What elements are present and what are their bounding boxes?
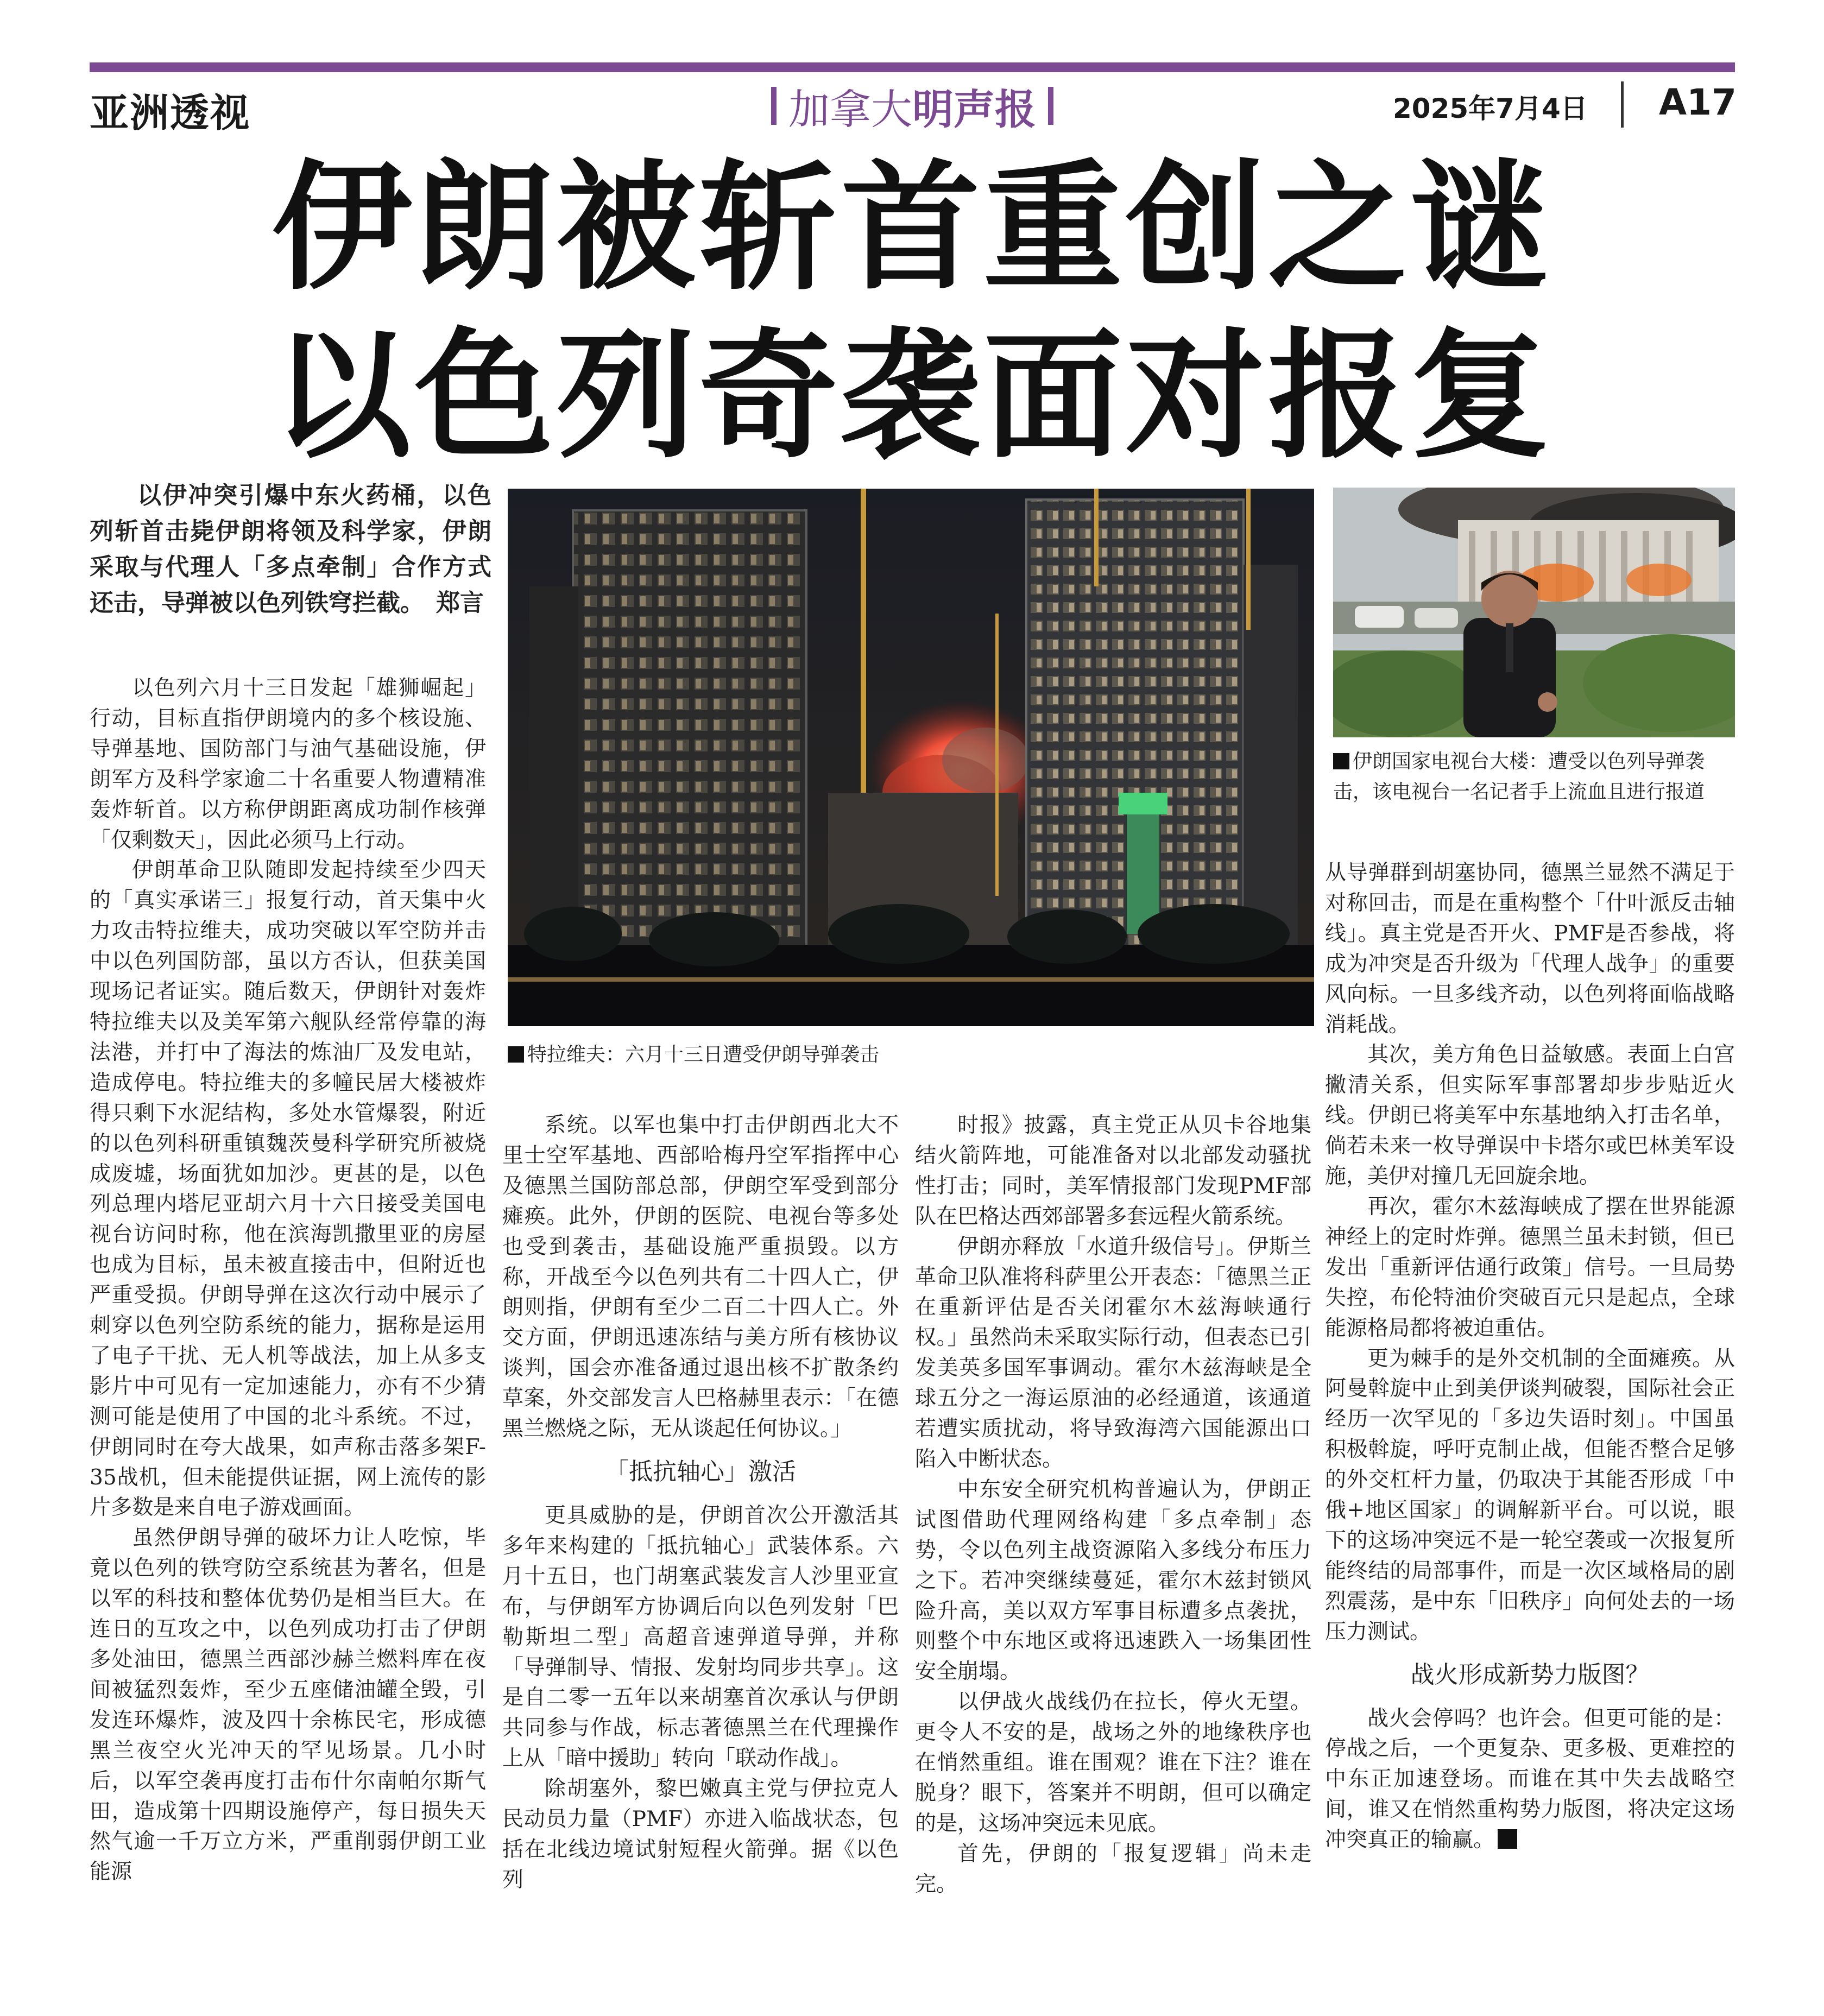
paragraph: 时报》披露，真主党正从贝卡谷地集结火箭阵地，可能准备对以北部发动骚扰性打击；同时，美军情报部门发现PMF部队在巴格达西郊部署多套远程火箭系统。: [915, 1113, 1311, 1229]
iran-tv-building-image: [1333, 488, 1735, 737]
photo-caption-1-text: 特拉维夫：六月十三日遭受伊朗导弹袭击: [527, 1044, 880, 1066]
header-divider: [1621, 81, 1624, 128]
article-column-2: [502, 1110, 899, 1895]
section-name: 亚洲透视: [90, 90, 251, 136]
paragraph: 再次，霍尔木兹海峡成了摆在世界能源神经上的定时炸弹。德黑兰虽未封锁，但已发出「重新评估通行政策」信号。一旦局势失控，布伦特油价突破百元只是起点，全球能源格局都将被迫重估。: [1325, 1194, 1735, 1341]
article-column-1: [90, 673, 486, 1887]
paragraph: 中东安全研究机构普遍认为，伊朗正试图借助代理网络构建「多点牵制」态势，令以色列主战资源陷入多线分布压力之下。若冲突继续蔓延，霍尔木兹封锁风险升高，美以双方军事目标遭多点袭扰，则整个中东地区或将迅速跌入一场集团性安全崩塌。: [915, 1477, 1311, 1684]
paragraph: 更具威胁的是，伊朗首次公开激活其多年来构建的「抵抗轴心」武装体系。六月十五日，也门胡塞武装发言人沙里亚宣布，与伊朗军方协调后向以色列发射「巴勒斯坦二型」高超音速弹道导弹，并称「导弹制导、情报、发射均同步共享」。这是自二零一五年以来胡塞首次承认与伊朗共同参与作战，标志著德黑兰在代理操作上从「暗中援助」转向「联动作战」。: [502, 1503, 899, 1771]
paragraph: 伊朗亦释放「水道升级信号」。伊斯兰革命卫队准将科萨里公开表态：「德黑兰正在重新评估是否关闭霍尔木兹海峡通行权。」虽然尚未采取实际行动，但表态已引发美英多国军事调动。霍尔木兹海峡是全球五分之一海运原油的必经通道，该通道若遭实质扰动，将导致海湾六国能源出口陷入中断状态。: [915, 1234, 1311, 1471]
paragraph: 更为棘手的是外交机制的全面瘫痪。从阿曼斡旋中止到美伊谈判破裂，国际社会正经历一次罕见的「多边失语时刻」。中国虽积极斡旋，呼吁克制止战，但能否整合足够的外交杠杆力量，仍取决于其能否形成「中俄+地区国家」的调解新平台。可以说，眼下的这场冲突远不是一轮空袭或一次报复所能终结的局部事件，而是一次区域格局的剧烈震荡，是中东「旧秩序」向何处去的一场压力测试。: [1325, 1346, 1735, 1644]
brand-bar-left: [771, 87, 777, 125]
photo-caption-2-text: 伊朗国家电视台大楼：遭受以色列导弹袭击，该电视台一名记者手上流血且进行报道: [1333, 750, 1705, 803]
paragraph: 首先，伊朗的「报复逻辑」尚未走完。: [915, 1841, 1311, 1897]
paragraph: 虽然伊朗导弹的破坏力让人吃惊，毕竟以色列的铁穹防空系统甚为著名，但是以军的科技和整体优势仍是相当巨大。在连日的互攻之中，以色列成功打击了伊朗多处油田，德黑兰西部沙赫兰燃料库在夜间被猛烈轰炸，至少五座储油罐全毁，引发连环爆炸，波及四十余栋民宅，形成德黑兰夜空火光冲天的罕见场景。几小时后，以军空袭再度打击布什尔南帕尔斯气田，造成第十四期设施停产，每日损失天然气逾一千万立方米，严重削弱伊朗工业能源: [90, 1526, 486, 1885]
page-number: A17: [1659, 81, 1737, 123]
brand-name: 明声报: [912, 85, 1036, 134]
newspaper-brand: [744, 79, 1081, 133]
photo-caption-2: [1333, 747, 1735, 807]
headline-line-1: 伊朗被斩首重创之谜: [272, 147, 1552, 309]
paragraph: [1325, 1704, 1735, 1856]
masthead-rule: [90, 62, 1735, 72]
brand-prefix: 加拿大: [788, 85, 912, 134]
photo-caption-1: [508, 1040, 1314, 1070]
paragraph: 其次，美方角色日益敏感。表面上白宫撇清关系，但实际军事部署却步步贴近火线。伊朗已将美军中东基地纳入打击名单，倘若未来一枚导弹误中卡塔尔或巴林美军设施，美伊对撞几无回旋余地。: [1325, 1042, 1735, 1189]
paragraph-text: 战火会停吗？也许会。但更可能的是：停战之后，一个更复杂、更多极、更难控的中东正加速登场。而谁在其中失去战略空间，谁又在悄然重构势力版图，将决定这场冲突真正的输赢。: [1325, 1706, 1735, 1853]
subheading-new-power-map: 战火形成新势力版图？: [1410, 1660, 1650, 1689]
iran-tv-building-photo: [1333, 488, 1735, 737]
article-column-4: [1325, 858, 1735, 1855]
article-column-3: [915, 1110, 1311, 1900]
square-bullet-icon: [508, 1046, 524, 1063]
subheading-resistance-axis: 「抵抗轴心」激活: [605, 1457, 796, 1486]
end-mark-icon: [1498, 1829, 1517, 1849]
paragraph: 从导弹群到胡塞协同，德黑兰显然不满足于对称回击，而是在重构整个「什叶派反击轴线」。真主党是否开火、PMF是否参战，将成为冲突是否升级为「代理人战争」的重要风向标。一旦多线齐动，以色列将面临战略消耗战。: [1325, 861, 1735, 1037]
paragraph: 除胡塞外，黎巴嫩真主党与伊拉克人民动员力量（PMF）亦进入临战状态，包括在北线边境试射短程火箭弹。据《以色列: [502, 1777, 899, 1892]
paragraph: 系统。以军也集中打击伊朗西北大不里士空军基地、西部哈梅丹空军指挥中心及德黑兰国防部总部，伊朗空军受到部分瘫痪。此外，伊朗的医院、电视台等多处也受到袭击，基础设施严重损毁。以方称，开战至今以色列共有二十四人亡，伊朗则指，伊朗有至少二百二十四人亡。外交方面，伊朗迅速冻结与美方所有核协议谈判，国会亦准备通过退出核不扩散条约草案，外交部发言人巴格赫里表示：「在德黑兰燃烧之际，无从谈起任何协议。」: [502, 1113, 899, 1442]
paragraph: 伊朗革命卫队随即发起持续至少四天的「真实承诺三」报复行动，首天集中火力攻击特拉维夫，成功突破以军空防并击中以色列国防部，虽以方否认，但获美国现场记者证实。随后数天，伊朗针对轰炸特拉维夫以及美军第六舰队经常停靠的海法港，并打中了海法的炼油厂及发电站，造成停电。特拉维夫的多幢民居大楼被炸得只剩下水泥结构，多处水管爆裂，附近的以色列科研重镇魏茨曼科学研究所被烧成废墟，场面犹如加沙。更甚的是，以色列总理内塔尼亚胡六月十六日接受美国电视台访问时称，他在滨海凯撒里亚的房屋也成为目标，虽未被直接击中，但附近也严重受损。伊朗导弹在这次行动中展示了刺穿以色列空防系统的能力，据称是运用了电子干扰、无人机等战法，加上从多支影片中可见有一定加速能力，亦有不少猜测可能是使用了中国的北斗系统。不过，伊朗同时在夸大战果，如声称击落多架F-35战机，但未能提供证据，网上流传的影片多数是来自电子游戏画面。: [90, 858, 486, 1520]
headline-line-2: 以色列奇袭面对报复: [272, 315, 1552, 477]
brand-bar-right: [1048, 87, 1053, 125]
tel-aviv-strike-image: [508, 489, 1314, 1026]
square-bullet-icon: [1333, 753, 1349, 769]
issue-date: 2025年7月4日: [1393, 93, 1588, 124]
article-lede: 以伊冲突引爆中东火药桶，以色列斩首击毙伊朗将领及科学家，伊朗采取与代理人「多点牵制」合作方式还击，导弹被以色列铁穹拦截。 郑言: [90, 482, 491, 617]
paragraph: 以色列六月十三日发起「雄狮崛起」行动，目标直指伊朗境内的多个核设施、导弹基地、国防部门与油气基础设施，伊朗军方及科学家逾二十名重要人物遭精准轰炸斩首。以方称伊朗距离成功制作核弹「仅剩数天」，因此必须马上行动。: [90, 676, 486, 852]
paragraph: 以伊战火战线仍在拉长，停火无望。更令人不安的是，战场之外的地缘秩序也在悄然重组。谁在围观？谁在下注？谁在脱身？眼下，答案并不明朗，但可以确定的是，这场冲突远未见底。: [915, 1690, 1311, 1836]
tel-aviv-strike-photo: [508, 489, 1314, 1026]
